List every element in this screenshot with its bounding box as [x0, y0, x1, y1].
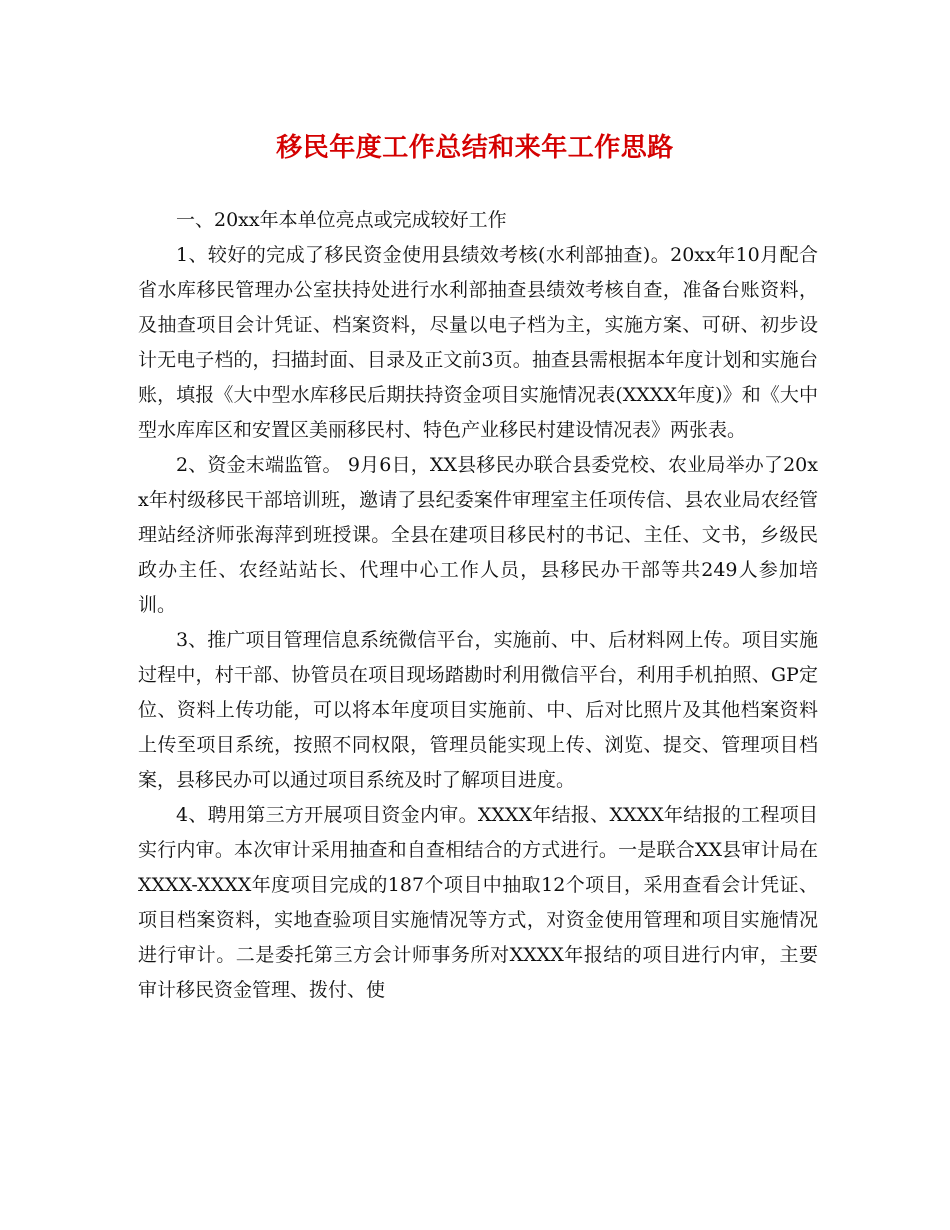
paragraph-2: 2、资金末端监管。 9月6日，XX县移民办联合县委党校、农业局举办了20xx年村级移民干部培训班，邀请了县纪委案件审理室主任项传信、县农业局农经管理站经济师张海萍到班授课。全县在建项目移民村的书记、主任、文书，乡级民政办主任、农经站站长、代理中心工作人员，县移民办干部等共249人参加培训。	[138, 454, 818, 616]
document-title: 移民年度工作总结和来年工作思路	[276, 133, 674, 163]
paragraph-3: 3、推广项目管理信息系统微信平台，实施前、中、后材料网上传。项目实施过程中，村干部、协管员在项目现场踏勘时利用微信平台，利用手机拍照、GP定位、资料上传功能，可以将本年度项目实施前、中、后对比照片及其他档案资料上传至项目系统，按照不同权限，管理员能实现上传、浏览、提交、管理项目档案，县移民办可以通过项目系统及时了解项目进度。	[138, 629, 818, 791]
paragraph-4: 4、聘用第三方开展项目资金内审。XXXX年结报、XXXX年结报的工程项目实行内审。本次审计采用抽查和自查相结合的方式进行。一是联合XX县审计局在XXXX-XXXX年度项目完成的187个项目中抽取12个项目，采用查看会计凭证、项目档案资料，实地查验项目实施情况等方式，对资金使用管理和项目实施情况进行审计。二是委托第三方会计师事务所对XXXX年报结的项目进行内审，主要审计移民资金管理、拨付、使	[138, 804, 818, 1001]
paragraph-1: 1、较好的完成了移民资金使用县绩效考核(水利部抽查)。20xx年10月配合省水库移民管理办公室扶持处进行水利部抽查县绩效考核自查，准备台账资料，及抽查项目会计凭证、档案资料，尽量以电子档为主，实施方案、可研、初步设计无电子档的，扫描封面、目录及正文前3页。抽查县需根据本年度计划和实施台账，填报《大中型水库移民后期扶持资金项目实施情况表(XXXX年度)》和《大中型水库库区和安置区美丽移民村、特色产业移民村建设情况表》两张表。	[138, 244, 818, 441]
document-body	[138, 203, 818, 1008]
section-heading: 一、20xx年本单位亮点或完成较好工作	[176, 209, 507, 231]
